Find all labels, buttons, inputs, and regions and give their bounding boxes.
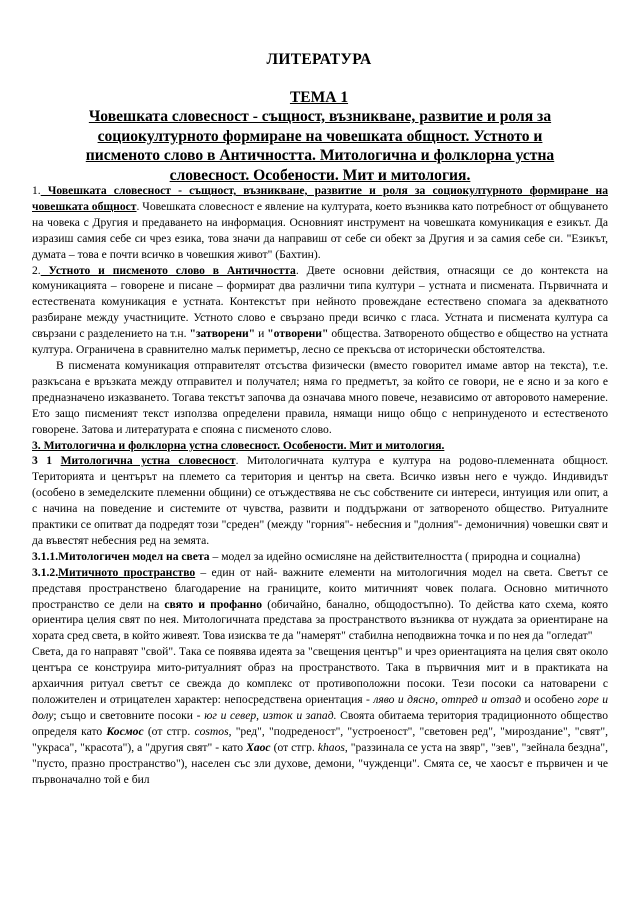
term-italic: юг и север, изток и запад.	[204, 708, 337, 722]
section-text: – един от най- важните елементи на митологичния модел на света. Светът се представя пространствено благодарение на границите, които митичният човек полага. Основно митичното пространство се дели на	[32, 565, 608, 611]
section-3-heading: 3. Митологична и фолклорна устна словесност. Особености. Мит и митология.	[32, 438, 445, 452]
document-body	[32, 183, 608, 787]
section-3-1-2	[32, 565, 608, 645]
term-italic: ляво и дясно, отпред и отзад	[373, 693, 522, 706]
section-text: (от стгр.	[143, 724, 195, 738]
section-3-1	[32, 453, 608, 548]
term-cosmos: Космос	[106, 724, 144, 738]
section-3-paragraph	[32, 644, 608, 787]
document-title: ЛИТЕРАТУРА	[266, 51, 372, 68]
section-number: 3.1.2.	[32, 565, 59, 579]
term-greek: khaos	[317, 740, 345, 754]
section-heading: 3.1.1.Митологичен модел на света	[32, 549, 210, 563]
section-3-1-1	[32, 549, 608, 565]
term-greek: cosmos	[194, 724, 229, 738]
section-number: 2.	[32, 263, 41, 277]
section-text: . Митологичната култура е култура на родово-племенната общност. Територията и центърът на племето са територия и център на света. Всичко извън него е чуждо. Индивидът (особено в земеделските племенни общини) се отъждествява не със собствените си интереси, интуиция или опит, а с начина на поведение и системите от чувства, развити и поддържани от затвореното общество. Ритуалните практики се опитват да подредят този "среден" (между "горния"- небесния и "долния"- демоничния) човешки свят и да въвестят небесния ред на земята.	[32, 454, 609, 547]
section-text: , "раззинала се уста на звяр", "зев", "зейнала бездна", "пусто, празно пространство"), населен със зли духове, демони, "чужденци". Смята се, че хаосът е първичен и че първоначално той е бил	[32, 740, 609, 786]
section-text: Света, да го направят "свой". Така се появява идеята за "свещения център" и чрез ориентацията на целия свят около центъра се конструира мито-ритуалният образ на пространството. Така в първичния мит и в практиката на архаичния ритуал светът се свежда до комплекс от противоположни посоки. Тези посоки са натоварени с положителен и отрицателен характер: непосредствена ориентация -	[32, 645, 608, 706]
section-text: ; също и световните посоки -	[53, 708, 205, 722]
term-italic: горе и долу	[32, 693, 608, 722]
term-closed: "затворени"	[189, 327, 256, 341]
topic-title-line: писменото слово в Античността. Митологична и фолклорна устна	[85, 147, 555, 165]
topic-heading: ТЕМА 1	[289, 89, 349, 106]
section-text: (обичайно, банално, общодостъпно). То действа като схема, която ориентира целия свят по нея. Митологичната представа за пространството възниква от нуждата за ориентиране на хората сред света, в който живеят. Това изисква те да "намерят" стабилна неподвижна точка и по нея да "огледат"	[32, 597, 608, 643]
section-1	[32, 183, 608, 263]
section-heading: Човешката словесност - същност, възникване, развитие и роля за социокултурното формиране на човешката общност	[32, 184, 608, 213]
section-text: . Двете основни действия, отнасящи се до контекста на комуникацията – говорене и писане – формират два различни типа култури – устната и писмената. Първичната и естествената комуникация е устната. Контекстът при нейното провеждане естествено спомага за адекватното разбиране между участниците. Устното слово е свързано преди всичко с гласа. Устната и писмената култура са свързани с разделението на т.н.	[32, 263, 609, 341]
section-heading: Митологична устна словесност	[60, 454, 236, 468]
section-text: Своята обитаема територия традиционното общество определя като	[32, 708, 608, 738]
section-2-paragraph: В писмената комуникация отправителят отсъства физически (вместо говорител имаме автор на текста), т.е. разкъсана е връзката между отправител и получател; няма го предметът, за който се говори, не е ясно и за кого е предназначено изказването. Тогава текстът започва да означава много повече, независимо от авторовото намерение. Ето защо писменият текст използва определени правила, нямащи нищо общо с непринуденото и естественото говорене. Затова и литературата е спояна с писменото слово.	[32, 358, 608, 436]
topic-title	[52, 107, 588, 185]
topic-title-line: социокултурното формиране на човешката общност. Устното и	[97, 127, 543, 145]
section-text: и особено	[521, 693, 578, 706]
section-heading: Устното и писменото слово в Античността	[40, 263, 296, 277]
section-text: общества. Затвореното общество е общество на устната култура. Ограничена в сравнително малък периметър, лесно се прекъсва от исторически обстоятелства.	[32, 327, 608, 357]
section-text: . Човешката словесност е явление на културата, което възниква като потребност от общуването на човека с Другия и предаването на информация. Основният инструмент на човешката комуникация е езикът. Да изразиш самия себе си чрез езика, това значи да направиш от себе си обект за Другия и за самия себе си. "Езикът, думата – това е почти всичко в човешкия живот" (Бахтин).	[32, 199, 608, 261]
term-chaos: Хаос	[246, 740, 271, 754]
section-text: (от стгр.	[270, 740, 318, 754]
section-number: 1.	[32, 184, 41, 197]
section-heading: Митичното пространство	[58, 565, 196, 579]
section-number: 3 1	[32, 454, 61, 468]
section-2	[32, 263, 608, 358]
section-text: – модел за идейно осмисляне на действителността ( природна и социална)	[209, 549, 581, 563]
term-sacred-profane: свято и профанно	[164, 597, 263, 611]
section-text: , "ред", "подреденост", "устроеност", "световен ред", "мироздание", "свят", "украса", "красота"), а "другия свят" - като	[32, 724, 609, 754]
topic-title-line: словесност. Особености. Мит и митология.	[169, 166, 471, 184]
topic-title-line: Човешката словесност - същност, възникване, развитие и роля за	[88, 108, 552, 125]
section-text: и	[255, 327, 268, 341]
term-open: "отворени"	[267, 327, 329, 341]
